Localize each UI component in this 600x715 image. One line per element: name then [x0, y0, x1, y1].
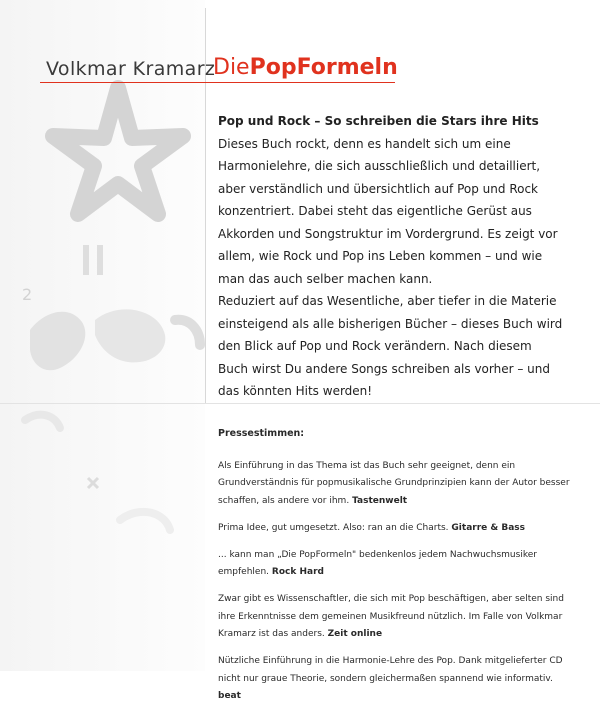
title-part-pop: Pop — [249, 55, 297, 80]
quote-source: Rock Hard — [271, 567, 324, 577]
quote-text: Als Einführung in das Thema ist das Buch sehr geeignet, denn ein Grundverständnis für popmusikalische Grundprinzipien kann der Autor besser schaffen, als andere vor ihm. — [218, 460, 570, 506]
quote-source: Zeit online — [327, 629, 383, 639]
quote-text: Prima Idee, gut umgesetzt. Also: ran an die Charts. — [218, 522, 449, 533]
press-quote — [218, 591, 570, 644]
book-title — [213, 55, 398, 80]
quote-source: Gitarre & Bass — [451, 522, 526, 533]
description-paragraph-1: Dieses Buch rockt, denn es handelt sich um eine Harmonielehre, die sich ausschließlich und detailliert, aber verständlich und übersichtlich auf Pop und Rock konzentriert. Dabei steht das eigentliche Gerüst aus Akkorden und Songstruktur im Vordergrund. Es zeigt vor allem, wie Rock und Pop ins Leben kommen – und wie man das auch selber machen kann. — [218, 136, 558, 286]
cross-icon — [88, 478, 98, 488]
quote-text: Nützliche Einführung in die Harmonie-Lehre des Pop. Dank mitgelieferter CD nicht nur graue Theorie, sondern gleichermaßen spannend wie informativ. — [218, 656, 563, 684]
quote-text: ... kann man „Die PopFormeln" bedenkenlos jedem Nachwuchsmusiker empfehlen. — [218, 549, 537, 577]
title-underline — [40, 82, 395, 83]
press-quote — [218, 458, 570, 511]
description-heading: Pop und Rock – So schreiben die Stars ihre Hits — [218, 114, 539, 128]
exponent-two-icon: 2 — [22, 285, 33, 304]
title-part-die: Die — [213, 55, 250, 80]
quote-source: beat — [218, 691, 241, 701]
star-icon — [53, 88, 183, 214]
brush-figure-icon — [30, 312, 85, 371]
press-quote — [218, 520, 570, 538]
title-part-formeln: Formeln — [296, 55, 398, 80]
horizontal-divider — [0, 403, 600, 404]
press-quote — [218, 547, 570, 582]
equals-icon — [83, 245, 89, 275]
press-quote — [218, 653, 570, 706]
author-name: Volkmar Kramarz — [46, 58, 216, 80]
description-paragraph-2: Reduziert auf das Wesentliche, aber tiefer in die Materie einsteigend als alle bisherigen Bücher – dieses Buch wird den Blick auf Pop und Rock verändern. Nach diesem Buch wirst Du andere Songs schreiben als vorher – und das könnten Hits werden! — [218, 294, 563, 398]
book-description — [218, 110, 563, 403]
quote-source: Tastenwelt — [352, 495, 408, 506]
decorative-artwork — [0, 0, 205, 671]
press-section — [218, 425, 570, 715]
press-heading: Pressestimmen: — [218, 428, 305, 439]
quote-text: Zwar gibt es Wissenschaftler, die sich mit Pop beschäftigen, aber selten sind ihre Erkenntnisse dem gemeinen Musikfreund nützlich. Im Falle von Volkmar Kramarz ist das anders. — [218, 594, 564, 639]
